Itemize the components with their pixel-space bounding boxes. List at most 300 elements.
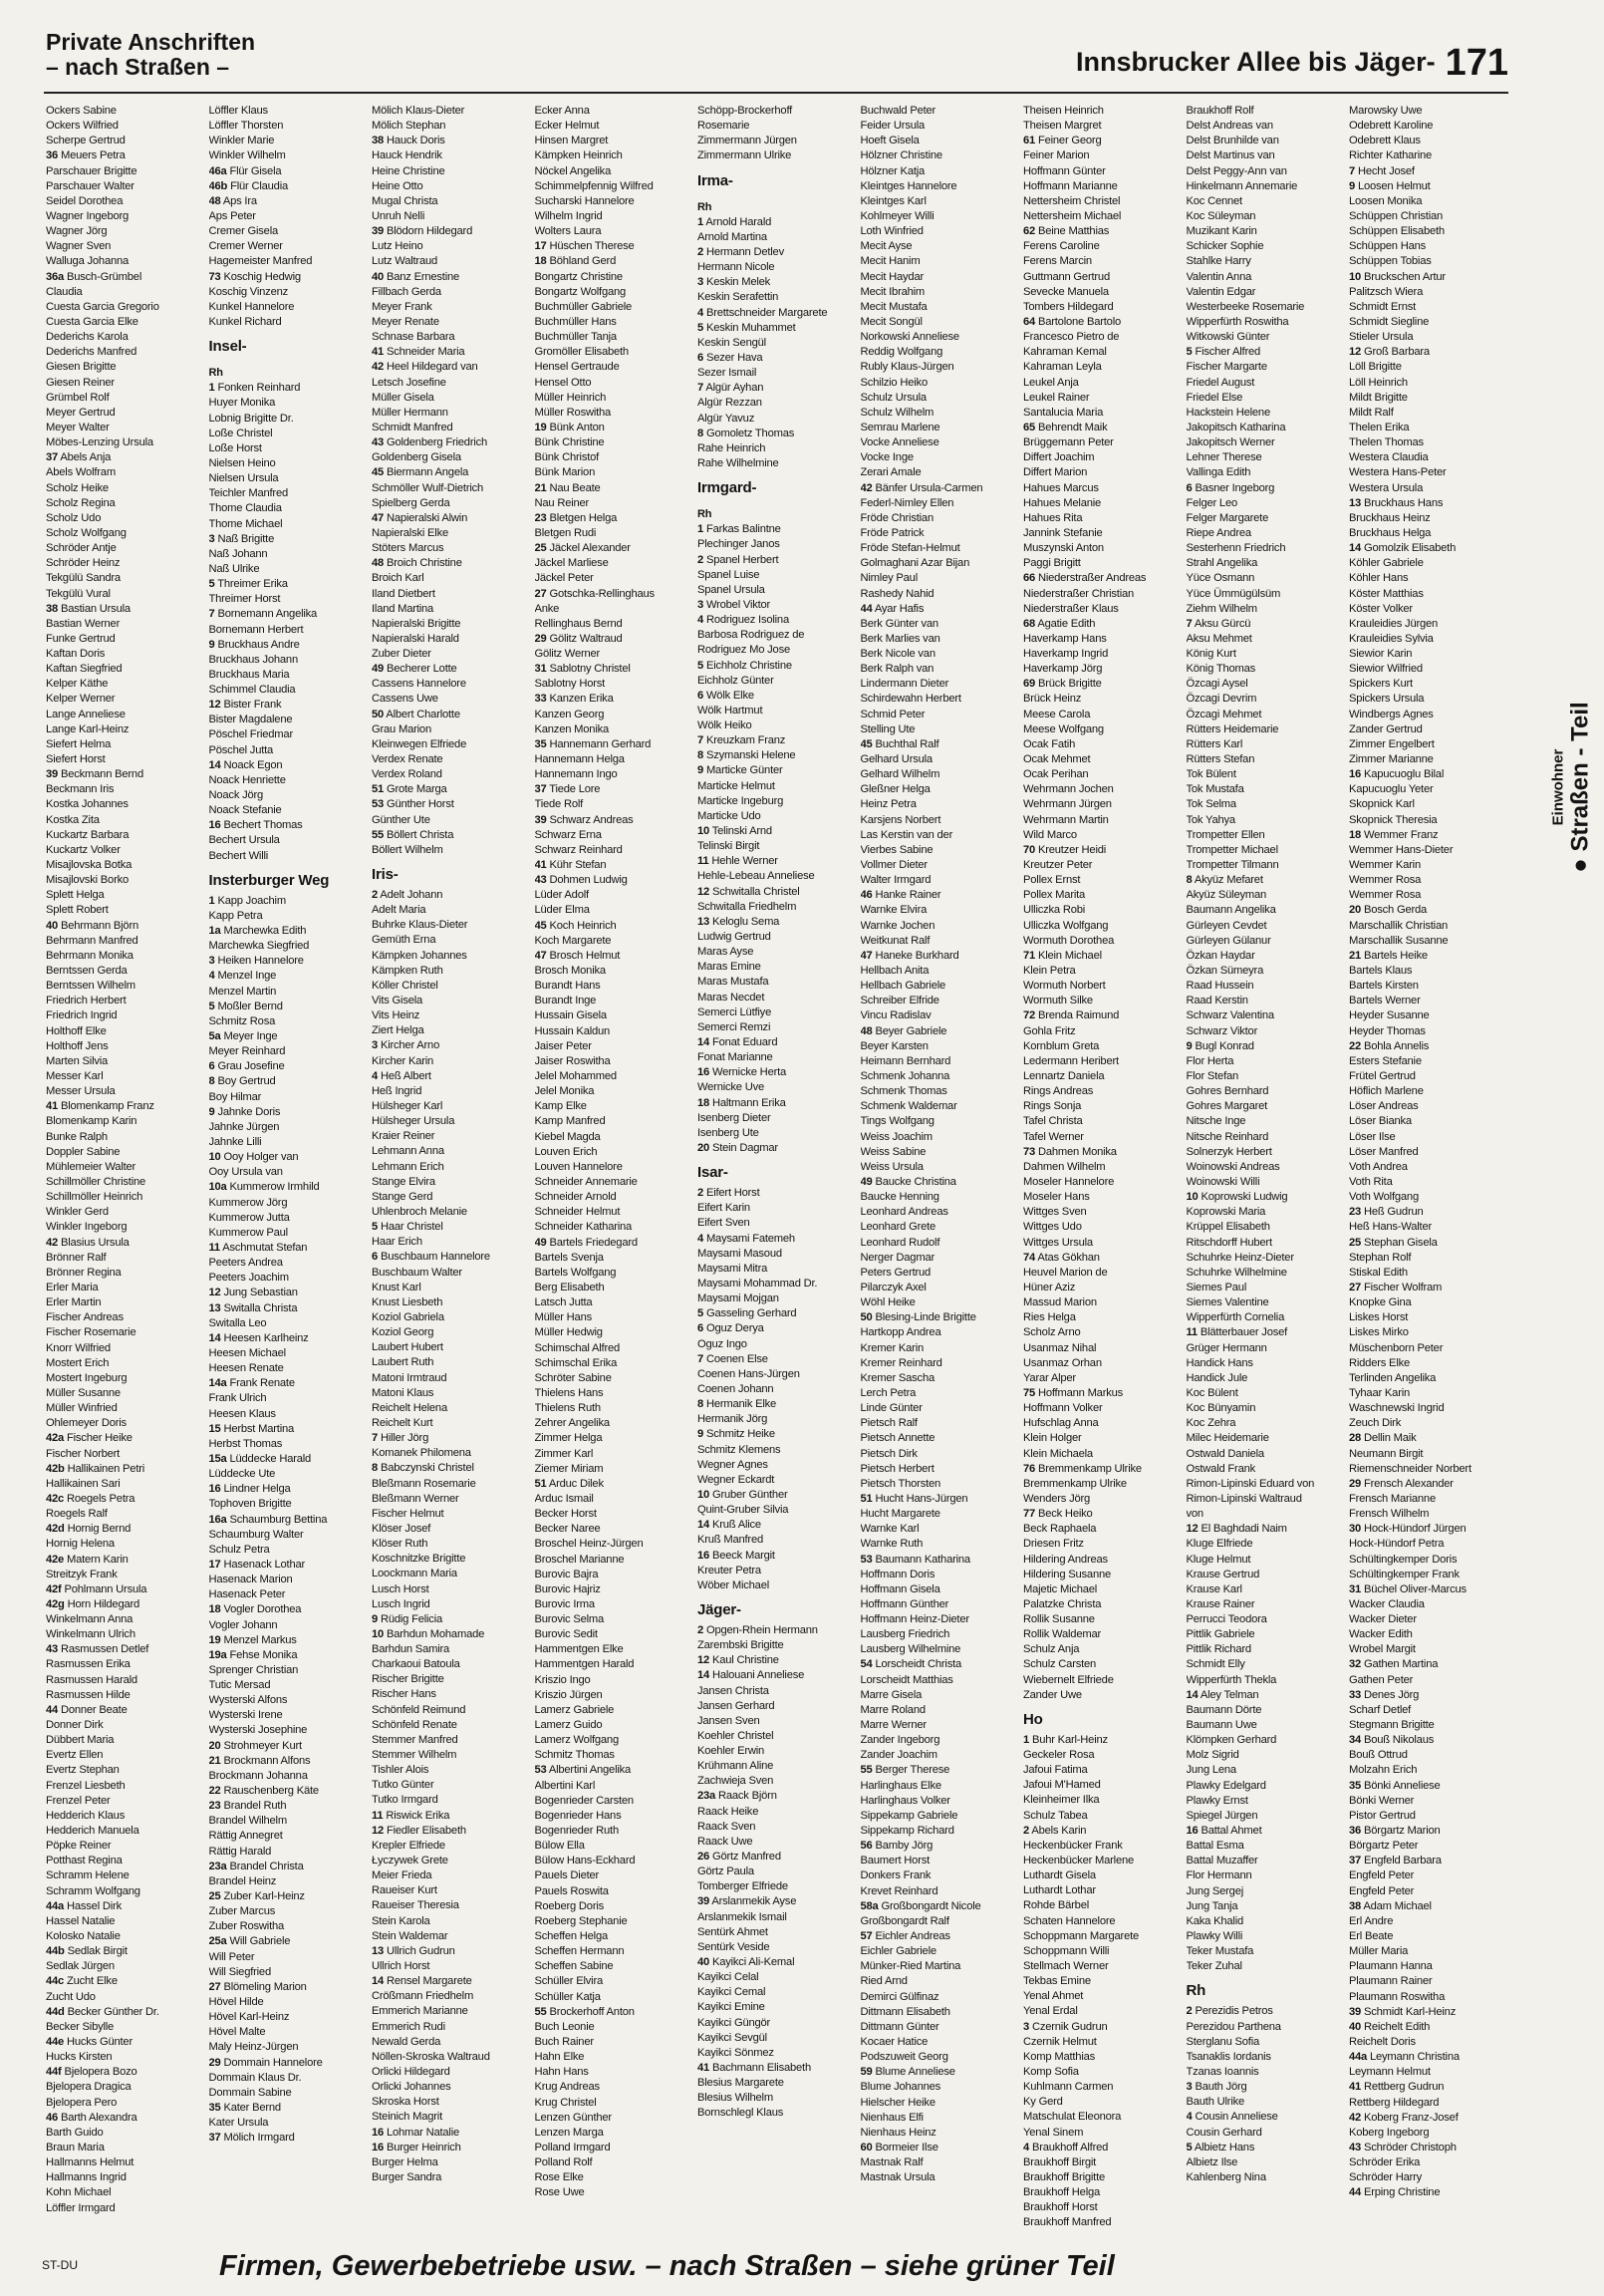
resident-entry: Tekgülü Sandra bbox=[46, 572, 121, 585]
resident-entry: Köster Matthias bbox=[1349, 587, 1424, 600]
resident-entry: 3 Heiken Hannelore bbox=[208, 955, 304, 968]
resident-entry: Scholz Heike bbox=[46, 481, 109, 494]
resident-entry: 42 Bänfer Ursula-Carmen bbox=[860, 481, 983, 494]
resident-entry: Roeberg Stephanie bbox=[534, 1914, 628, 1927]
resident-entry: Krühmann Aline bbox=[697, 1760, 774, 1773]
resident-entry: Meese Wolfgang bbox=[1023, 722, 1104, 735]
resident-entry: 50 Albert Charlotte bbox=[372, 708, 460, 720]
section-side-tab bbox=[1548, 658, 1596, 917]
resident-entry: Brönner Ralf bbox=[46, 1251, 107, 1264]
resident-entry: Krepler Elfriede bbox=[372, 1839, 445, 1852]
resident-entry: Jelel Mohammed bbox=[534, 1070, 617, 1082]
resident-entry: Matoni Klaus bbox=[372, 1386, 434, 1399]
resident-entry: Trompetter Ellen bbox=[1186, 828, 1265, 841]
resident-entry: Zimmer Marianne bbox=[1349, 753, 1434, 766]
resident-entry: 12 Groß Barbara bbox=[1349, 346, 1430, 359]
resident-entry: 14 Fonat Eduard bbox=[697, 1036, 778, 1049]
resident-entry: 20 Stein Dagmar bbox=[697, 1142, 778, 1154]
resident-entry: Koc Süleyman bbox=[1186, 209, 1256, 222]
resident-entry: 4 Rodriguez Isolina bbox=[697, 614, 789, 627]
resident-entry: Lutz Heino bbox=[372, 240, 423, 253]
resident-entry: Blesius Wilhelm bbox=[697, 2092, 773, 2105]
resident-entry: 8 Hermanik Elke bbox=[697, 1398, 777, 1411]
resident-entry: Hinkelmann Annemarie bbox=[1186, 179, 1298, 192]
resident-entry: 18 Böhland Gerd bbox=[534, 255, 617, 268]
resident-entry: 10a Kummerow Irmhild bbox=[208, 1181, 320, 1194]
resident-entry: Braukhoff Manfred bbox=[1023, 2216, 1112, 2229]
resident-entry: Eifert Karin bbox=[697, 1202, 750, 1215]
resident-entry: Braukhoff Helga bbox=[1023, 2186, 1101, 2199]
resident-entry: Bartels Kirsten bbox=[1349, 980, 1419, 993]
resident-entry: Wemmer Rosa bbox=[1349, 874, 1422, 887]
resident-entry: Bornschlegl Klaus bbox=[697, 2107, 784, 2120]
resident-entry: Tiede Rolf bbox=[534, 798, 584, 811]
resident-entry: Blomenkamp Karin bbox=[46, 1115, 137, 1128]
resident-entry: Mecit Mustafa bbox=[860, 300, 928, 313]
resident-entry: Hensel Gertraude bbox=[534, 361, 620, 374]
resident-entry: Yüce Ümmügülsüm bbox=[1186, 587, 1281, 600]
resident-entry: Verdex Renate bbox=[372, 753, 443, 766]
resident-entry: Mecit Haydar bbox=[860, 270, 925, 283]
resident-entry: Kunkel Hannelore bbox=[208, 300, 295, 313]
resident-entry: Dittmann Elisabeth bbox=[860, 2005, 950, 2018]
resident-entry: Baumann Uwe bbox=[1186, 1719, 1257, 1732]
resident-entry: Frensch Wilhelm bbox=[1349, 1508, 1430, 1521]
resident-entry: Kämpken Ruth bbox=[372, 964, 443, 977]
resident-entry: 13 Switalla Christa bbox=[208, 1301, 298, 1314]
resident-entry: Jansen Sven bbox=[697, 1714, 760, 1727]
resident-entry: Heyder Susanne bbox=[1349, 1009, 1430, 1022]
resident-entry: Ledermann Heribert bbox=[1023, 1054, 1119, 1067]
resident-entry: Bongartz Wolfgang bbox=[534, 285, 627, 298]
resident-entry: Siemes Valentine bbox=[1186, 1296, 1269, 1309]
resident-entry: 8 Babczynski Christel bbox=[372, 1462, 474, 1475]
resident-entry: Tutko Günter bbox=[372, 1779, 434, 1792]
resident-entry: Will Peter bbox=[208, 1950, 255, 1963]
resident-entry: Sablotny Horst bbox=[534, 678, 606, 691]
resident-entry: Evertz Ellen bbox=[46, 1749, 104, 1762]
resident-entry: Bülow Ella bbox=[534, 1840, 585, 1853]
resident-entry: Keskin Serafettin bbox=[697, 291, 779, 304]
resident-entry: Newald Gerda bbox=[372, 2035, 441, 2048]
resident-entry: Rahe Wilhelmine bbox=[697, 456, 779, 469]
resident-entry: Arduc Ismail bbox=[534, 1492, 594, 1505]
resident-entry: Bartels Wolfgang bbox=[534, 1266, 617, 1279]
resident-entry: Kaka Khalid bbox=[1186, 1914, 1244, 1927]
resident-entry: Łyczywek Grete bbox=[372, 1855, 448, 1867]
resident-entry: Hannemann Ingo bbox=[534, 768, 618, 781]
resident-entry: Aps Peter bbox=[208, 209, 256, 222]
resident-entry: Erler Martin bbox=[46, 1296, 102, 1309]
resident-entry: Gohres Margaret bbox=[1186, 1100, 1268, 1113]
resident-entry: Reichelt Doris bbox=[1349, 2036, 1416, 2048]
resident-entry: Schmidt Siegline bbox=[1349, 315, 1430, 328]
resident-entry: Zucht Udo bbox=[46, 1990, 96, 2003]
resident-entry: Heesen Michael bbox=[208, 1346, 286, 1359]
resident-entry: Burandt Hans bbox=[534, 980, 601, 993]
resident-entry: 10 Gruber Günther bbox=[697, 1488, 788, 1501]
resident-entry: Kayikci Celal bbox=[697, 1971, 759, 1984]
street-heading: Irmgard- bbox=[697, 479, 757, 497]
resident-entry: Wilhelm Ingrid bbox=[534, 209, 603, 222]
resident-entry: Demirci Gülfinaz bbox=[860, 1990, 939, 2003]
resident-entry: Heß Hans-Walter bbox=[1349, 1221, 1432, 1234]
resident-entry: Luthardt Lothar bbox=[1023, 1884, 1096, 1897]
resident-entry: 14 Kruß Alice bbox=[697, 1519, 761, 1532]
resident-entry: 41 Bachmann Elisabeth bbox=[697, 2062, 811, 2075]
resident-entry: Ockers Wilfried bbox=[46, 120, 119, 133]
directory-column bbox=[1023, 104, 1181, 2231]
resident-entry: Kremer Karin bbox=[860, 1341, 925, 1354]
resident-entry: Wagner Jörg bbox=[46, 225, 108, 238]
resident-entry: Bongartz Christine bbox=[534, 270, 623, 283]
resident-entry: 18 Vogler Dorothea bbox=[208, 1603, 302, 1616]
resident-entry: Müller Heinrich bbox=[534, 391, 607, 404]
resident-entry: Thelen Thomas bbox=[1349, 436, 1424, 449]
resident-entry: Donner Dirk bbox=[46, 1719, 104, 1732]
resident-entry: 37 Engfeld Barbara bbox=[1349, 1855, 1442, 1867]
resident-entry: Palitzsch Wiera bbox=[1349, 285, 1424, 298]
resident-entry: Wegner Eckardt bbox=[697, 1473, 775, 1486]
resident-entry: Handick Jule bbox=[1186, 1371, 1248, 1384]
resident-entry: Ulliczka Robi bbox=[1023, 904, 1086, 917]
resident-entry: Buchwald Peter bbox=[860, 105, 936, 117]
resident-entry: Perrucci Teodora bbox=[1186, 1613, 1267, 1626]
resident-entry: Grüger Hermann bbox=[1186, 1341, 1267, 1354]
resident-entry: Raack Heike bbox=[697, 1805, 759, 1818]
resident-entry: 9 Bugl Konrad bbox=[1186, 1039, 1254, 1052]
resident-entry: Hoffmann Günter bbox=[1023, 164, 1106, 177]
resident-entry: 25 Stephan Gisela bbox=[1349, 1236, 1438, 1249]
resident-entry: Wild Marco bbox=[1023, 828, 1077, 841]
resident-entry: Windbergs Agnes bbox=[1349, 708, 1434, 720]
resident-entry: 11 Blätterbauer Josef bbox=[1186, 1326, 1288, 1339]
resident-entry: 48 Broich Christine bbox=[372, 557, 462, 570]
resident-entry: Heß Ingrid bbox=[372, 1084, 422, 1097]
resident-entry: Harlinghaus Volker bbox=[860, 1794, 950, 1807]
resident-entry: Broschel Marianne bbox=[534, 1553, 625, 1566]
resident-entry: Zimmermann Jürgen bbox=[697, 135, 797, 147]
resident-entry: Hahn Elke bbox=[534, 2051, 585, 2064]
resident-entry: Bouß Ottrud bbox=[1349, 1749, 1408, 1762]
resident-entry: 13 Ullrich Gudrun bbox=[372, 1944, 455, 1957]
resident-entry: Krauleidies Sylvia bbox=[1349, 632, 1434, 645]
resident-entry: Buchmüller Hans bbox=[534, 315, 617, 328]
resident-entry: Berk Marlies van bbox=[860, 632, 940, 645]
resident-entry: Krause Karl bbox=[1186, 1582, 1242, 1595]
resident-entry: 42g Horn Hildegard bbox=[46, 1597, 140, 1610]
header-title-left bbox=[46, 30, 255, 80]
resident-entry: 26 Görtz Manfred bbox=[697, 1851, 781, 1864]
header-rule bbox=[44, 92, 1508, 94]
resident-entry: Rütters Karl bbox=[1186, 737, 1243, 750]
resident-entry: Wolters Laura bbox=[534, 225, 602, 238]
resident-entry: Podszuweit Georg bbox=[860, 2051, 948, 2064]
resident-entry: Koc Bülent bbox=[1186, 1386, 1238, 1399]
resident-entry: Schmenk Johanna bbox=[860, 1070, 950, 1082]
resident-entry: Kohn Michael bbox=[46, 2186, 112, 2199]
resident-entry: Ferens Marcin bbox=[1023, 255, 1092, 268]
resident-entry: Messer Ursula bbox=[46, 1085, 116, 1098]
resident-entry: 5 Haar Christel bbox=[372, 1221, 443, 1234]
resident-entry: 33 Denes Jörg bbox=[1349, 1688, 1420, 1701]
resident-entry: 4 Heß Albert bbox=[372, 1069, 431, 1082]
resident-entry: 16 Kapucuoglu Bilal bbox=[1349, 768, 1445, 781]
resident-entry: Iland Dietbert bbox=[372, 587, 435, 600]
resident-entry: Nienhaus Heinz bbox=[860, 2126, 936, 2139]
resident-entry: Hielscher Heike bbox=[860, 2096, 936, 2109]
resident-entry: Jung Lena bbox=[1186, 1764, 1236, 1777]
resident-entry: Kahraman Kemal bbox=[1023, 346, 1107, 359]
resident-entry: Guttmann Gertrud bbox=[1023, 270, 1110, 283]
street-heading: Rh bbox=[1186, 1982, 1206, 2000]
resident-entry: Waschnewski Ingrid bbox=[1349, 1402, 1445, 1415]
resident-entry: Pollex Ernst bbox=[1023, 874, 1081, 887]
resident-entry: Napieralski Harald bbox=[372, 632, 459, 645]
resident-entry: Terlinden Angelika bbox=[1349, 1371, 1437, 1384]
resident-entry: Baucke Henning bbox=[860, 1191, 939, 1204]
resident-entry: Holthoff Jens bbox=[46, 1039, 109, 1052]
resident-entry: Schirdewahn Herbert bbox=[860, 693, 961, 706]
resident-entry: Ostwald Frank bbox=[1186, 1462, 1256, 1475]
resident-entry: Zimmer Engelbert bbox=[1349, 737, 1435, 750]
resident-entry: Maysami Masoud bbox=[697, 1247, 782, 1260]
resident-entry: Perezidou Parthena bbox=[1186, 2020, 1281, 2033]
resident-entry: Haverkamp Hans bbox=[1023, 632, 1107, 645]
resident-entry: 2 Perezidis Petros bbox=[1186, 2005, 1273, 2018]
resident-entry: 2 Spanel Herbert bbox=[697, 553, 779, 566]
resident-entry: Tok Selma bbox=[1186, 798, 1236, 811]
resident-entry: Handick Hans bbox=[1186, 1356, 1253, 1369]
resident-entry: 4 Braukhoff Alfred bbox=[1023, 2141, 1109, 2153]
resident-entry: 2 Adelt Johann bbox=[372, 889, 443, 902]
resident-entry: Wemmer Rosa bbox=[1349, 889, 1422, 902]
resident-entry: Sezer Ismail bbox=[697, 367, 757, 380]
resident-entry: 66 Niederstraßer Andreas bbox=[1023, 572, 1147, 585]
resident-entry: Rättig Annegret bbox=[208, 1830, 283, 1843]
resident-entry: 44b Sedlak Birgit bbox=[46, 1945, 128, 1958]
resident-entry: Wipperfürth Thekla bbox=[1186, 1673, 1277, 1686]
resident-entry: Threimer Horst bbox=[208, 593, 281, 606]
resident-entry: Koschig Vinzenz bbox=[208, 285, 289, 298]
resident-entry: 61 Feiner Georg bbox=[1023, 135, 1102, 147]
resident-entry: Nettersheim Michael bbox=[1023, 209, 1122, 222]
resident-entry: König Thomas bbox=[1186, 663, 1256, 676]
resident-entry: Kayikci Emine bbox=[697, 2001, 765, 2014]
resident-entry: Gürleyen Cevdet bbox=[1186, 919, 1267, 932]
header-title-right bbox=[1076, 42, 1508, 85]
resident-entry: Brönner Regina bbox=[46, 1266, 122, 1279]
resident-entry: Hammentgen Harald bbox=[534, 1658, 635, 1671]
resident-entry: Löll Brigitte bbox=[1349, 361, 1402, 374]
resident-entry: Kriszio Ingo bbox=[534, 1673, 591, 1686]
resident-entry: Schüppen Christian bbox=[1349, 209, 1444, 222]
resident-entry: Berntssen Wilhelm bbox=[46, 980, 135, 993]
resident-entry: 70 Kreutzer Heidi bbox=[1023, 843, 1107, 856]
resident-entry: Crößmann Friedhelm bbox=[372, 1990, 474, 2003]
resident-entry: Klöser Josef bbox=[372, 1522, 431, 1535]
street-heading: Insterburger Weg bbox=[208, 871, 330, 889]
resident-entry: Rahe Heinrich bbox=[697, 441, 766, 454]
resident-entry: Friedrich Herbert bbox=[46, 995, 127, 1007]
resident-entry: 43 Goldenberg Friedrich bbox=[372, 436, 488, 449]
resident-entry: Goldenberg Gisela bbox=[372, 451, 461, 464]
resident-entry: 31 Sablotny Christel bbox=[534, 663, 631, 676]
resident-entry: Kleinwegen Elfriede bbox=[372, 737, 467, 750]
resident-entry: Friedel August bbox=[1186, 376, 1255, 389]
resident-entry: Westera Ursula bbox=[1349, 481, 1424, 494]
resident-entry: Haverkamp Jörg bbox=[1023, 663, 1103, 676]
resident-entry: 23 Heß Gudrun bbox=[1349, 1206, 1424, 1219]
resident-entry: Woinowski Willi bbox=[1186, 1175, 1260, 1188]
resident-entry: 16 Lohmar Natalie bbox=[372, 2126, 460, 2139]
resident-entry: Marre Gisela bbox=[860, 1688, 923, 1701]
resident-entry: Baumann Angelika bbox=[1186, 904, 1276, 917]
resident-entry: Lorscheidt Matthias bbox=[860, 1673, 953, 1686]
resident-entry: 39 Beckmann Bernd bbox=[46, 768, 143, 781]
resident-entry: 9 Loosen Helmut bbox=[1349, 179, 1431, 192]
resident-entry: Zimmermann Ulrike bbox=[697, 149, 792, 162]
resident-entry: Muszynski Anton bbox=[1023, 542, 1104, 555]
resident-entry: Hahues Melanie bbox=[1023, 496, 1102, 509]
resident-entry: Koc Cennet bbox=[1186, 194, 1242, 207]
resident-entry: 44a Hassel Dirk bbox=[46, 1899, 122, 1912]
resident-entry: Köller Christel bbox=[372, 979, 438, 992]
resident-entry: 42 Koberg Franz-Josef bbox=[1349, 2111, 1459, 2124]
resident-entry: Schwarz Reinhard bbox=[534, 843, 623, 856]
resident-entry: Ocak Mehmet bbox=[1023, 753, 1091, 766]
resident-entry: Hoffmann Gisela bbox=[860, 1582, 940, 1595]
resident-entry: Krauleidies Jürgen bbox=[1349, 617, 1439, 630]
directory-column bbox=[46, 104, 203, 2216]
resident-entry: 21 Brockmann Alfons bbox=[208, 1754, 311, 1767]
resident-entry: König Kurt bbox=[1186, 648, 1236, 661]
resident-entry: Niederstraßer Klaus bbox=[1023, 602, 1119, 615]
resident-entry: 9 Schmitz Heike bbox=[697, 1428, 775, 1441]
resident-entry: Nimley Paul bbox=[860, 572, 918, 585]
resident-entry: Isenberg Dieter bbox=[697, 1111, 771, 1124]
side-tab-line2: ● Straßen - Teil bbox=[1566, 702, 1594, 873]
resident-entry: Gromöller Elisabeth bbox=[534, 346, 629, 359]
resident-entry: Vocke Inge bbox=[860, 451, 914, 464]
resident-entry: 13 Bruckhaus Hans bbox=[1349, 496, 1444, 509]
resident-entry: Meese Carola bbox=[1023, 708, 1091, 720]
resident-entry: Bister Magdalene bbox=[208, 714, 293, 726]
resident-entry: 9 Marticke Günter bbox=[697, 764, 783, 777]
resident-entry: Schimmel Claudia bbox=[208, 684, 296, 697]
resident-entry: 53 Günther Horst bbox=[372, 798, 454, 811]
resident-entry: Nöckel Angelika bbox=[534, 164, 612, 177]
resident-entry: Hedderich Manuela bbox=[46, 1825, 139, 1838]
resident-entry: Marchewka Siegfried bbox=[208, 940, 310, 953]
resident-entry: Kuckartz Volker bbox=[46, 843, 121, 856]
resident-entry: Gohres Bernhard bbox=[1186, 1085, 1269, 1098]
resident-entry: Schaten Hannelore bbox=[1023, 1914, 1116, 1927]
resident-entry: Skopnick Karl bbox=[1349, 798, 1415, 811]
resident-entry: Fischer Norbert bbox=[46, 1447, 121, 1460]
resident-entry: Stemmer Manfred bbox=[372, 1733, 458, 1746]
resident-entry: 1 Farkas Balintne bbox=[697, 523, 781, 536]
resident-entry: Wipperfürth Cornelia bbox=[1186, 1311, 1285, 1324]
resident-entry: Schicker Sophie bbox=[1186, 240, 1264, 253]
resident-entry: 34 Bouß Nikolaus bbox=[1349, 1734, 1435, 1747]
resident-entry: von bbox=[1186, 1508, 1203, 1521]
resident-entry: Wehrmann Martin bbox=[1023, 813, 1109, 826]
resident-entry: 12 Schwitalla Christel bbox=[697, 885, 800, 898]
resident-entry: Sesterhenn Friedrich bbox=[1186, 542, 1286, 555]
resident-entry: Wölk Hartmut bbox=[697, 704, 763, 717]
resident-entry: Raueiser Theresia bbox=[372, 1899, 459, 1912]
resident-entry: Jannink Stefanie bbox=[1023, 526, 1103, 539]
resident-entry: 6 Oguz Derya bbox=[697, 1322, 764, 1335]
resident-entry: Reichelt Helena bbox=[372, 1401, 447, 1414]
resident-entry: Bruckhaus Helga bbox=[1349, 526, 1432, 539]
resident-entry: Stange Gerd bbox=[372, 1190, 433, 1203]
resident-entry: Wölk Heiko bbox=[697, 719, 752, 732]
resident-entry: Ries Helga bbox=[1023, 1311, 1076, 1324]
resident-entry: 14a Frank Renate bbox=[208, 1377, 295, 1390]
resident-entry: Boy Hilmar bbox=[208, 1090, 262, 1103]
resident-entry: Wittges Sven bbox=[1023, 1206, 1087, 1219]
resident-entry: Schimmelpfennig Wilfred bbox=[534, 179, 654, 192]
resident-entry: 38 Adam Michael bbox=[1349, 1899, 1432, 1912]
resident-entry: Hellbach Anita bbox=[860, 965, 930, 978]
resident-entry: Hedderich Klaus bbox=[46, 1809, 126, 1822]
resident-entry: Özcagi Aysel bbox=[1186, 678, 1248, 691]
resident-entry: Nitsche Reinhard bbox=[1186, 1130, 1269, 1143]
resident-entry: Kämpken Heinrich bbox=[534, 149, 623, 162]
resident-entry: Burger Sandra bbox=[372, 2170, 442, 2183]
resident-entry: 2 Abels Karin bbox=[1023, 1824, 1087, 1837]
resident-entry: Harlinghaus Elke bbox=[860, 1779, 941, 1792]
resident-entry: Tutic Mersad bbox=[208, 1679, 271, 1692]
street-heading: Iris- bbox=[372, 866, 399, 884]
resident-entry: Kleintges Karl bbox=[860, 194, 927, 207]
resident-entry: Messer Karl bbox=[46, 1070, 104, 1082]
resident-entry: Meyer Gertrud bbox=[46, 406, 116, 419]
resident-entry: Yenal Sinem bbox=[1023, 2126, 1084, 2139]
resident-entry: Hagemeister Manfred bbox=[208, 255, 313, 268]
resident-entry: Marten Silvia bbox=[46, 1054, 109, 1067]
resident-entry: Schröder Erika bbox=[1349, 2156, 1421, 2169]
resident-entry: 51 Hucht Hans-Jürgen bbox=[860, 1492, 968, 1505]
resident-entry: Bleßmann Rosemarie bbox=[372, 1477, 476, 1490]
resident-entry: 35 Hannemann Gerhard bbox=[534, 737, 652, 750]
resident-entry: Voth Andrea bbox=[1349, 1160, 1408, 1173]
resident-entry: Nielsen Heino bbox=[208, 456, 276, 469]
resident-entry: Charkaoui Batoula bbox=[372, 1658, 460, 1671]
resident-entry: Letsch Josefine bbox=[372, 376, 446, 389]
resident-entry: Warnke Elvira bbox=[860, 904, 928, 917]
resident-entry: Schillmöller Christine bbox=[46, 1175, 146, 1188]
resident-entry: Tishler Alois bbox=[372, 1764, 429, 1777]
resident-entry: Schoppmann Margarete bbox=[1023, 1929, 1140, 1942]
resident-entry: Coenen Johann bbox=[697, 1382, 774, 1395]
resident-entry: Gölitz Werner bbox=[534, 648, 601, 661]
resident-entry: Mecit Ayse bbox=[860, 240, 913, 253]
resident-entry: Loockmann Maria bbox=[372, 1568, 457, 1580]
resident-entry: Bünk Christof bbox=[534, 451, 600, 464]
resident-entry: Ried Arnd bbox=[860, 1975, 908, 1988]
resident-entry: Buchmüller Tanja bbox=[534, 331, 617, 344]
resident-entry: Kreuter Petra bbox=[697, 1564, 761, 1577]
resident-entry: Lehner Therese bbox=[1186, 451, 1262, 464]
resident-entry: Berg Elisabeth bbox=[534, 1281, 605, 1293]
resident-entry: Schöpp-Brockerhoff bbox=[697, 105, 793, 117]
resident-entry: Spickers Ursula bbox=[1349, 693, 1425, 706]
resident-entry: Görtz Paula bbox=[697, 1866, 754, 1878]
resident-entry: Scholz Arno bbox=[1023, 1326, 1081, 1339]
